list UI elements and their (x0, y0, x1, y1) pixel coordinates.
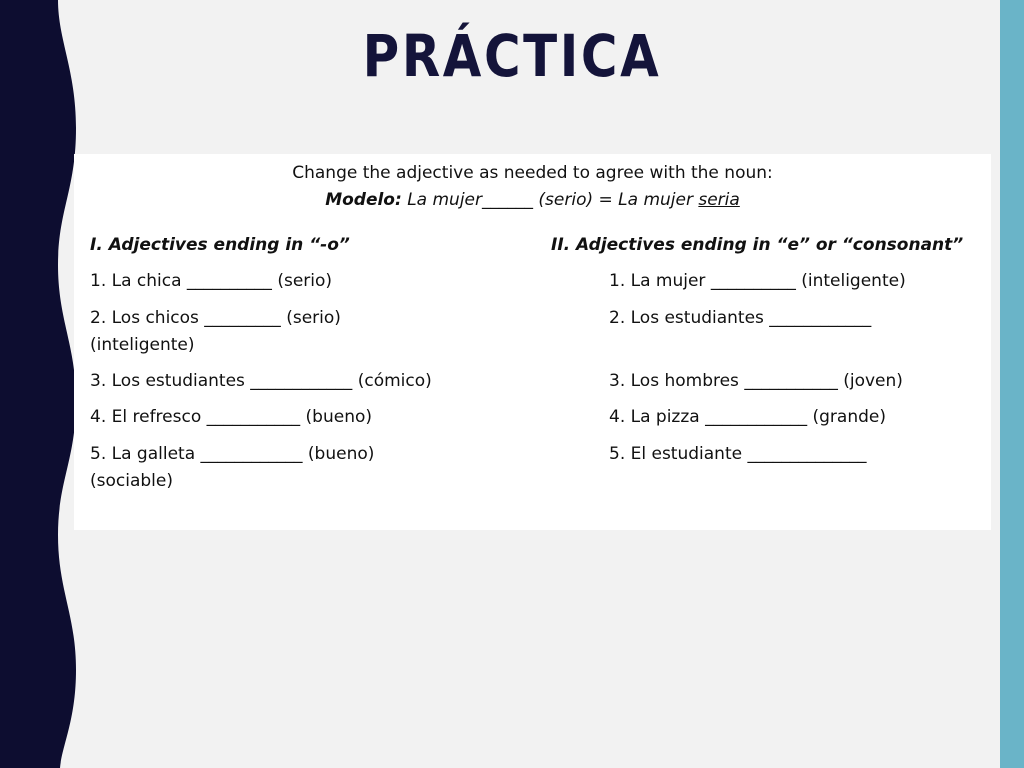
exercise-item: 2. Los chicos _________ (serio) (90, 308, 341, 328)
model-prompt: La mujer______ (serio) = La mujer (407, 190, 693, 210)
page-title: PRÁCTICA (362, 22, 662, 90)
right-accent-bar (1000, 0, 1024, 768)
exercise-item: 1. La mujer __________ (inteligente) (609, 271, 906, 291)
exercise-item: 3. Los estudiantes ____________ (cómico) (90, 371, 432, 391)
exercise-item: 2. Los estudiantes ____________ (609, 308, 872, 328)
worksheet-panel (74, 154, 991, 530)
exercise-hint-wrapped: (sociable) (90, 471, 173, 491)
exercise-item: 1. La chica __________ (serio) (90, 271, 333, 291)
exercise-item: 4. El refresco ___________ (bueno) (90, 407, 373, 427)
exercise-item: 4. La pizza ____________ (grande) (609, 407, 886, 427)
section-heading-o-ending: I. Adjectives ending in “-o” (90, 235, 350, 255)
instruction-text: Change the adjective as needed to agree with the noun: (292, 163, 773, 183)
model-answer: seria (698, 190, 740, 210)
exercise-item: 5. El estudiante ______________ (609, 444, 867, 464)
exercise-hint-wrapped: (inteligente) (90, 335, 195, 355)
model-example (74, 190, 991, 210)
exercise-item: 5. La galleta ____________ (bueno) (90, 444, 375, 464)
model-label: Modelo: (325, 190, 402, 210)
exercise-item: 3. Los hombres ___________ (joven) (609, 371, 903, 391)
section-heading-e-consonant: II. Adjectives ending in “e” or “consonant” (551, 235, 964, 255)
